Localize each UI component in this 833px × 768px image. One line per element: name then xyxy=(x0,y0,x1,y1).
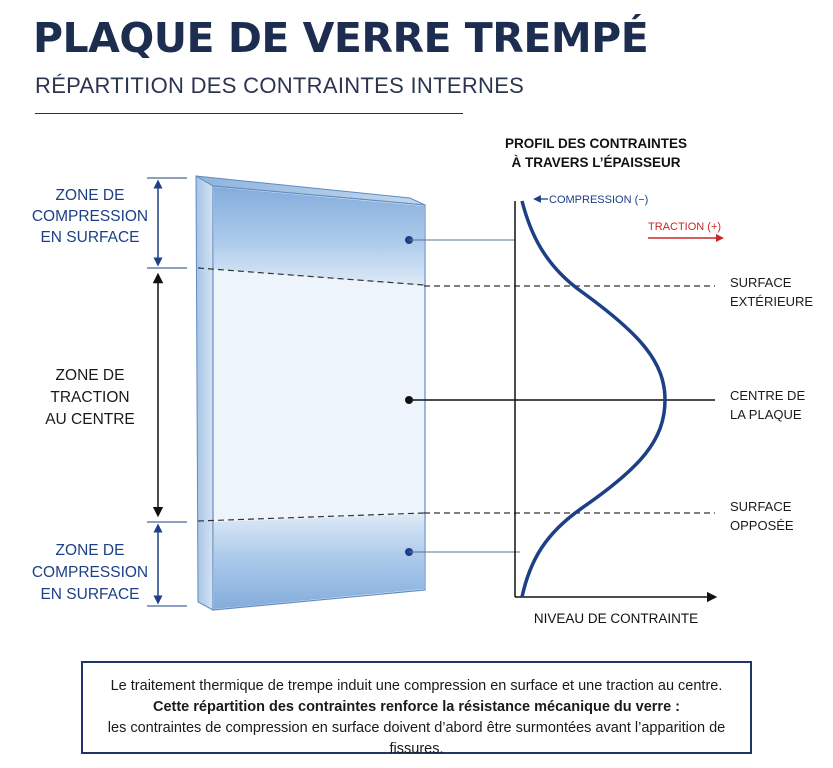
stress-profile xyxy=(505,136,724,626)
caption-box xyxy=(81,661,752,757)
center-zone-label-3: AU CENTRE xyxy=(45,411,135,428)
page-title: PLAQUE DE VERRE TREMPÉ xyxy=(33,14,649,62)
opposite-surface-label-2: OPPOSÉE xyxy=(730,518,794,533)
left-dimension-lines xyxy=(147,178,187,606)
plate-center-label-2: LA PLAQUE xyxy=(730,407,802,422)
caption-line-3: les contraintes de compression en surface doivent d’abord être surmontées avant l’apparition de fissures. xyxy=(107,720,726,757)
caption-line-1: Le traitement thermique de trempe induit une compression en surface et une traction au centre. xyxy=(110,678,723,694)
top-zone-label-3: EN SURFACE xyxy=(40,229,140,246)
caption-line-2: Cette répartition des contraintes renforce la résistance mécanique du verre : xyxy=(152,699,680,715)
x-axis-label: NIVEAU DE CONTRAINTE xyxy=(533,611,699,626)
left-labels xyxy=(32,187,148,603)
top-zone-label-1: ZONE DE xyxy=(55,187,125,204)
bottom-zone-label-2: COMPRESSION xyxy=(31,564,149,581)
leader-lines xyxy=(409,240,715,552)
center-zone-label-2: TRACTION xyxy=(50,389,130,406)
right-labels xyxy=(730,275,813,533)
profile-title-1: PROFIL DES CONTRAINTES xyxy=(504,136,688,151)
bottom-zone-label-3: EN SURFACE xyxy=(40,586,140,603)
bottom-zone-label-1: ZONE DE xyxy=(55,542,125,559)
traction-label: TRACTION (+) xyxy=(648,221,722,233)
plate-center-label-1: CENTRE DE xyxy=(730,388,806,403)
compression-label: COMPRESSION (−) xyxy=(549,194,649,206)
page-subtitle: RÉPARTITION DES CONTRAINTES INTERNES xyxy=(35,73,525,98)
glass-plate xyxy=(196,176,425,610)
outer-surface-label-2: EXTÉRIEURE xyxy=(730,294,814,309)
opposite-surface-label-1: SURFACE xyxy=(730,499,792,514)
outer-surface-label-1: SURFACE xyxy=(730,275,792,290)
center-zone-label-1: ZONE DE xyxy=(55,367,125,384)
stress-curve xyxy=(522,201,665,597)
top-zone-label-2: COMPRESSION xyxy=(31,208,149,225)
profile-title-2: À TRAVERS L’ÉPAISSEUR xyxy=(511,155,681,170)
